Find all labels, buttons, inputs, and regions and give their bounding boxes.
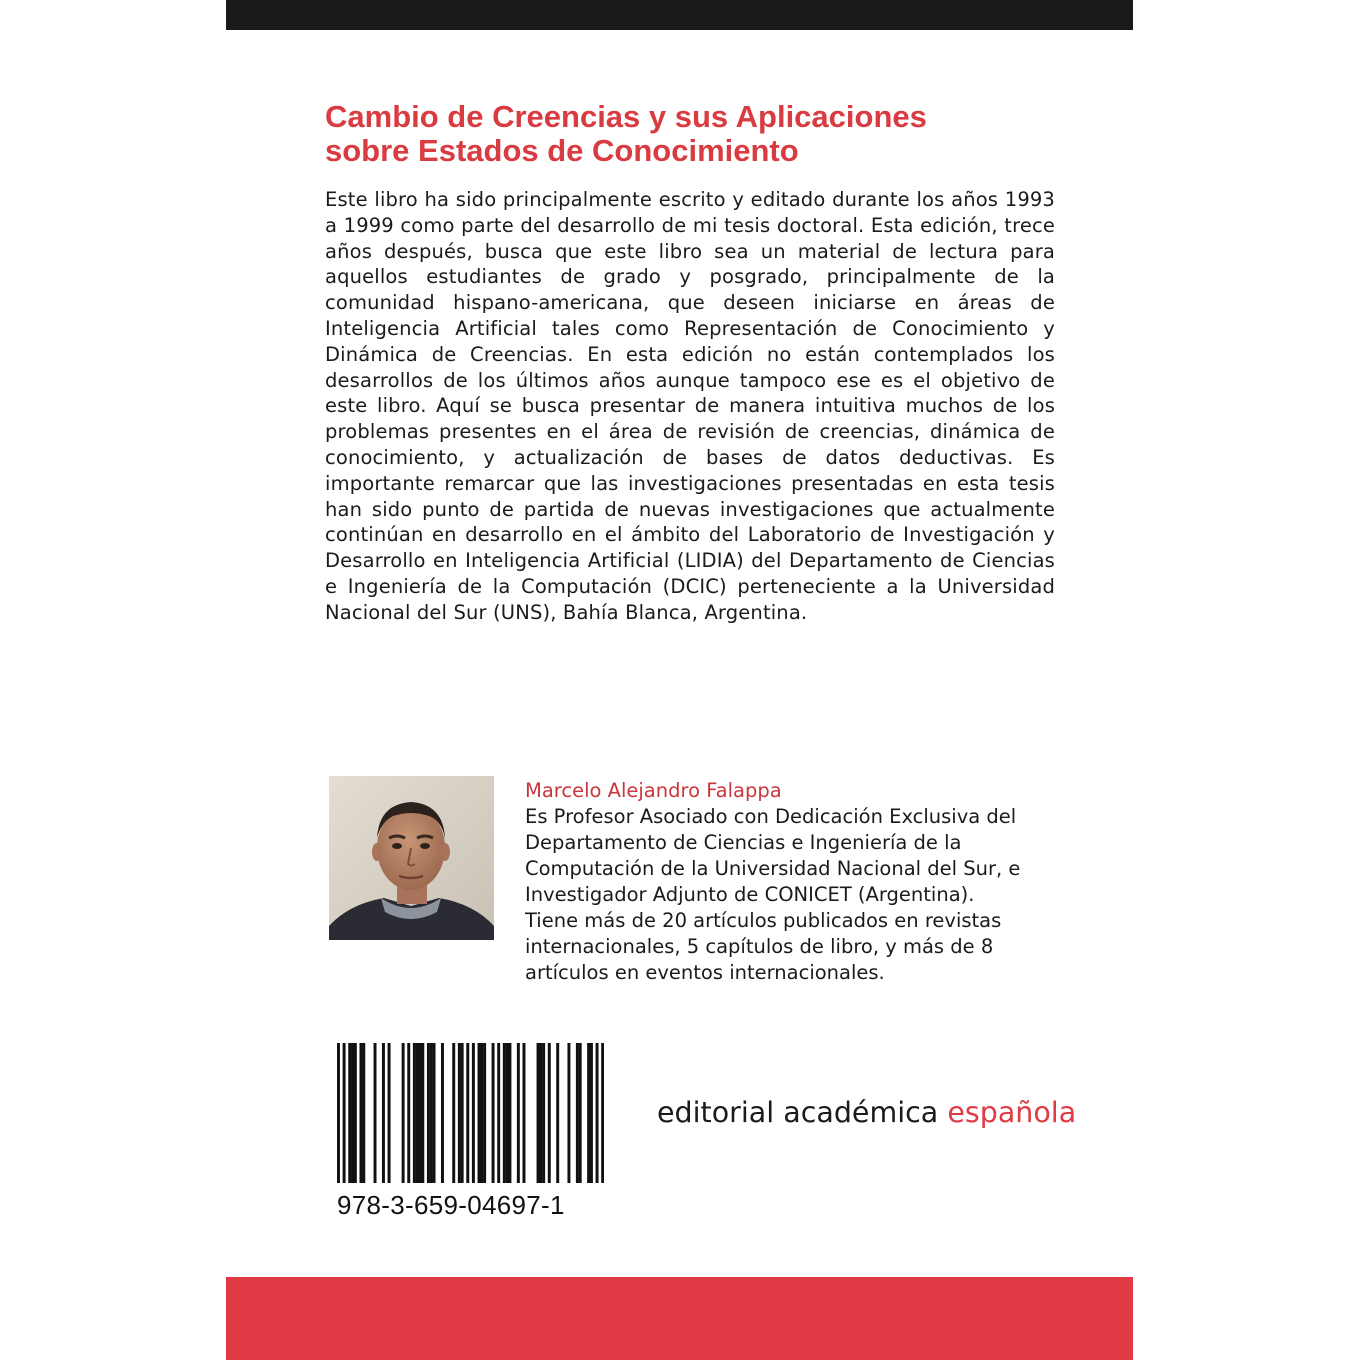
barcode-bar	[427, 1043, 430, 1183]
barcode-bar	[388, 1043, 391, 1183]
barcode-bar	[351, 1043, 354, 1183]
top-band	[226, 0, 1133, 30]
barcode-bar	[579, 1043, 582, 1183]
author-section	[525, 778, 1065, 986]
isbn-number: 978-3-659-04697-1	[337, 1190, 565, 1220]
barcode-bar	[576, 1043, 579, 1183]
barcode-bar	[359, 1043, 362, 1183]
barcode-bar	[354, 1043, 357, 1183]
barcode-bar	[539, 1043, 542, 1183]
barcode-bar	[556, 1043, 559, 1183]
barcode-bar	[506, 1043, 509, 1183]
barcode-bar	[466, 1043, 469, 1183]
barcode-bar	[430, 1043, 433, 1183]
barcode-bar	[441, 1043, 444, 1183]
barcode-bar	[517, 1043, 520, 1183]
barcode-bar	[337, 1043, 340, 1183]
barcode-bar	[419, 1043, 422, 1183]
barcode-bar	[382, 1043, 385, 1183]
barcode-bar	[452, 1043, 455, 1183]
barcode-bar	[567, 1043, 570, 1183]
barcode-bar	[348, 1043, 351, 1183]
barcode-bar	[503, 1043, 506, 1183]
barcode-bar	[522, 1043, 525, 1183]
barcode-bar	[480, 1043, 483, 1183]
barcode-bar	[461, 1043, 464, 1183]
author-name: Marcelo Alejandro Falappa	[525, 779, 782, 802]
author-photo	[329, 776, 494, 940]
barcode-bar	[472, 1043, 475, 1183]
barcode-bar	[542, 1043, 545, 1183]
barcode-bar	[413, 1043, 416, 1183]
barcode-bar	[407, 1043, 410, 1183]
author-portrait-image	[329, 776, 494, 940]
barcode-bar	[587, 1043, 590, 1183]
book-title	[325, 100, 1065, 168]
barcode-bar	[433, 1043, 436, 1183]
barcode-bar	[548, 1043, 551, 1183]
barcode-bar	[492, 1043, 495, 1183]
title-line-2: sobre Estados de Conocimiento	[325, 133, 799, 168]
barcode-bar	[421, 1043, 424, 1183]
barcode-bar	[416, 1043, 419, 1183]
barcode-bar	[458, 1043, 461, 1183]
author-bio: Es Profesor Asociado con Dedicación Exclusiva del Departamento de Ciencias e Ingeniería de la Computación de la Universidad Nacional del Sur, e Investigador Adjunto de CONICET (Argentina). Tiene más de 20 artículos publicados en revistas internacionales, 5 capítulos de libro, y más de 8 artículos en eventos internacionales.	[525, 805, 1021, 984]
barcode-bar	[402, 1043, 405, 1183]
barcode-bar	[537, 1043, 540, 1183]
barcode-bar	[374, 1043, 377, 1183]
barcode-bar	[497, 1043, 500, 1183]
title-line-1: Cambio de Creencias y sus Aplicaciones	[325, 99, 927, 134]
barcode-bar	[596, 1043, 599, 1183]
publisher-name-part1: editorial académica	[657, 1096, 948, 1129]
barcode-bar	[362, 1043, 365, 1183]
barcode-bar	[590, 1043, 593, 1183]
barcode-bar	[343, 1043, 346, 1183]
book-back-cover	[226, 0, 1133, 1360]
isbn-barcode	[337, 1043, 604, 1183]
publisher-logo	[657, 1095, 1097, 1131]
book-description: Este libro ha sido principalmente escrito y editado durante los años 1993 a 1999 como parte del desarrollo de mi tesis doctoral. Esta edición, trece años después, busca que este libro sea un material de lectura para aquellos estudiantes de grado y posgrado, principalmente de la comunidad hispano-americana, que deseen iniciarse en áreas de Inteligencia Artificial tales como Representación de Conocimiento y Dinámica de Creencias. En esta edición no están contemplados los desarrollos de los últimos años aunque tampoco ese es el objetivo de este libro. Aquí se busca presentar de manera intuitiva muchos de los problemas presentes en el área de revisión de creencias, dinámica de conocimiento, y actualización de bases de datos deductivas. Es importante remarcar que las investigaciones presentadas en esta tesis han sido punto de partida de nuevas investigaciones que actualmente continúan en desarrollo en el ámbito del Laboratorio de Investigación y Desarrollo en Inteligencia Artificial (LIDIA) del Departamento de Ciencias e Ingeniería de la Computación (DCIC) perteneciente a la Universidad Nacional del Sur (UNS), Bahía Blanca, Argentina.	[325, 188, 1055, 624]
barcode-bar	[478, 1043, 481, 1183]
publisher-name-part2: española	[947, 1096, 1077, 1129]
barcode-bar	[508, 1043, 511, 1183]
barcode-bar	[483, 1043, 486, 1183]
barcode-bar	[601, 1043, 604, 1183]
bottom-band	[226, 1277, 1133, 1360]
